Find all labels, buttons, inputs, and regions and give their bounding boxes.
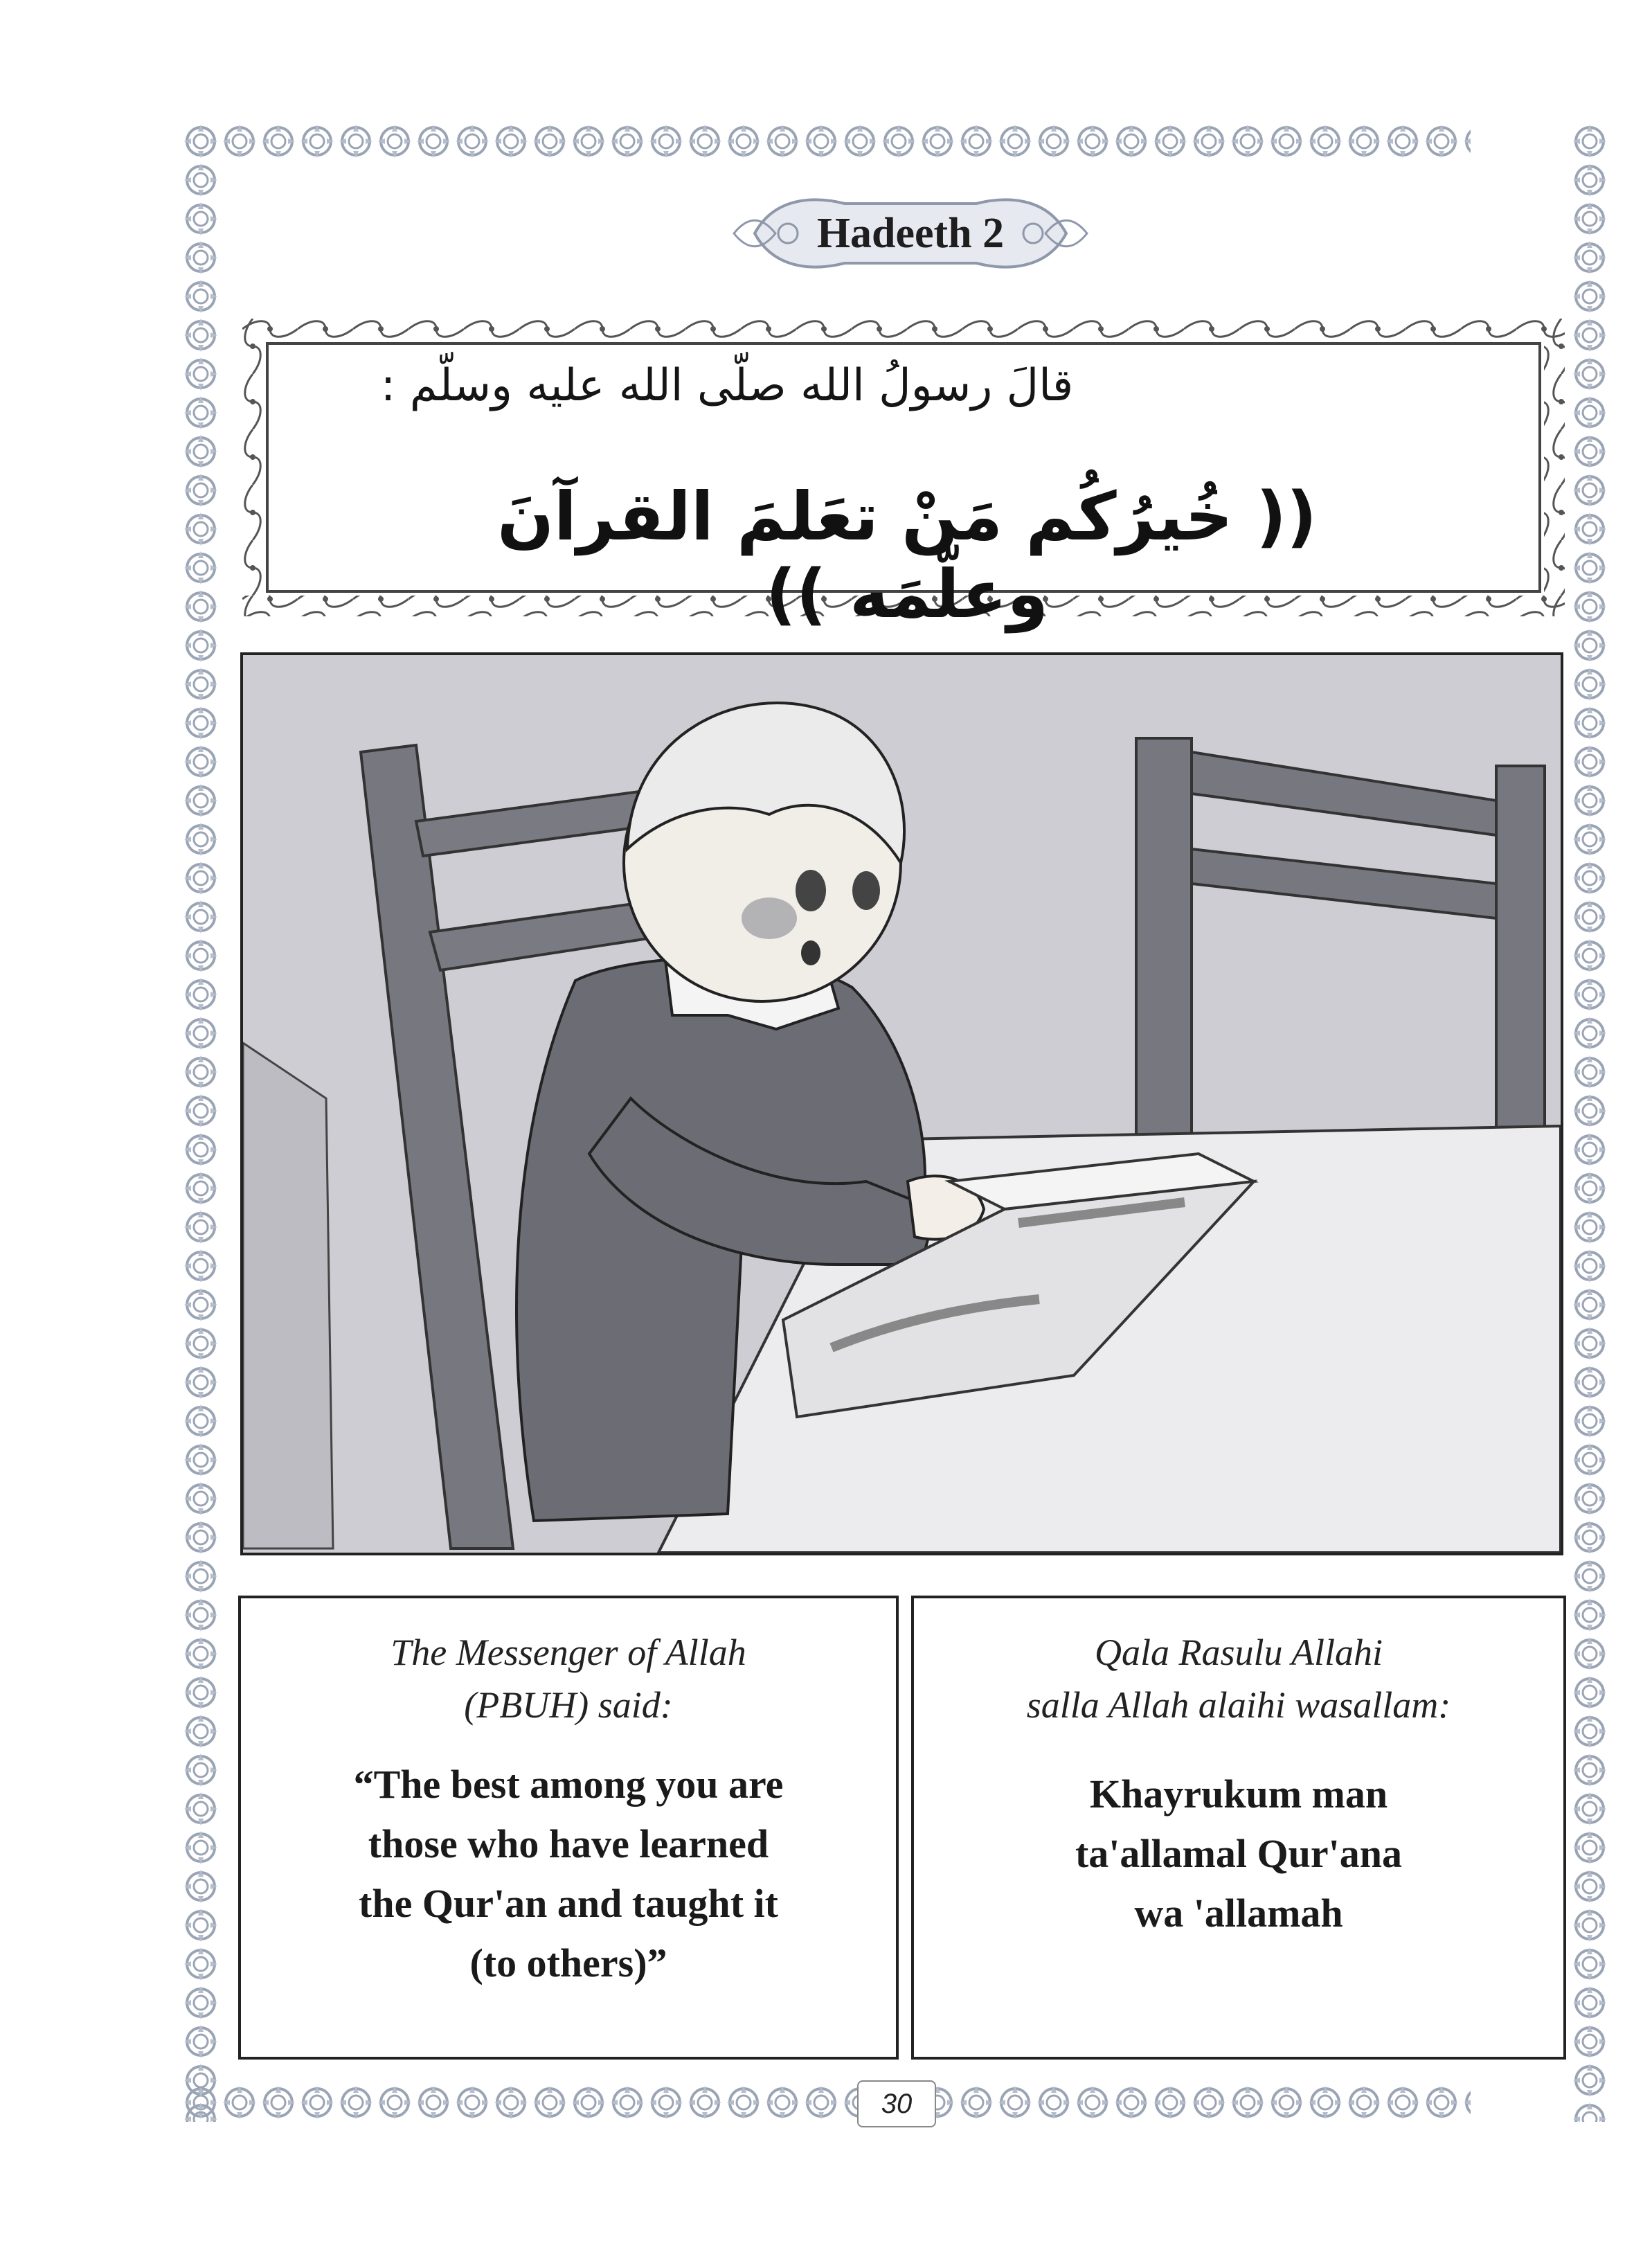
- english-line-4: (to others)”: [469, 1940, 667, 1985]
- page-number: 30: [857, 2080, 936, 2127]
- child-reading-illustration: [240, 652, 1563, 1555]
- ornamental-border-right: [1570, 122, 1609, 2122]
- child-reading-quran-icon: [243, 655, 1561, 1553]
- title-cartouche: [727, 188, 1094, 278]
- translit-line-1: Khayrukum man: [1089, 1771, 1388, 1816]
- translit-intro-line-2: salla Allah alaihi wasallam:: [1026, 1684, 1451, 1726]
- english-line-1: “The best among you are: [353, 1762, 784, 1807]
- english-intro-line-1: The Messenger of Allah: [390, 1632, 746, 1673]
- translit-line-3: wa 'allamah: [1134, 1891, 1343, 1936]
- ornamental-border-top: [181, 122, 1471, 161]
- arabic-intro: قالَ رسولُ الله صلّى الله عليه وسلّم :: [380, 360, 1074, 411]
- english-intro-line-2: (PBUH) said:: [464, 1684, 673, 1726]
- transliteration-panel: [911, 1596, 1566, 2060]
- translit-line-2: ta'allamal Qur'ana: [1075, 1831, 1403, 1876]
- english-line-2: those who have learned: [368, 1821, 769, 1866]
- arabic-hadith-text: (( خُيرُكُم مَنْ تعَلمَ القرآنَ وعلّمَه )): [497, 478, 1317, 633]
- page-title: Hadeeth 2: [816, 209, 1005, 257]
- translit-intro-line-1: Qala Rasulu Allahi: [1094, 1632, 1383, 1673]
- ornamental-border-bottom: [181, 2083, 1471, 2122]
- english-translation-panel: [238, 1596, 899, 2060]
- english-line-3: the Qur'an and taught it: [359, 1881, 778, 1926]
- ornamental-border-left: [181, 122, 220, 2122]
